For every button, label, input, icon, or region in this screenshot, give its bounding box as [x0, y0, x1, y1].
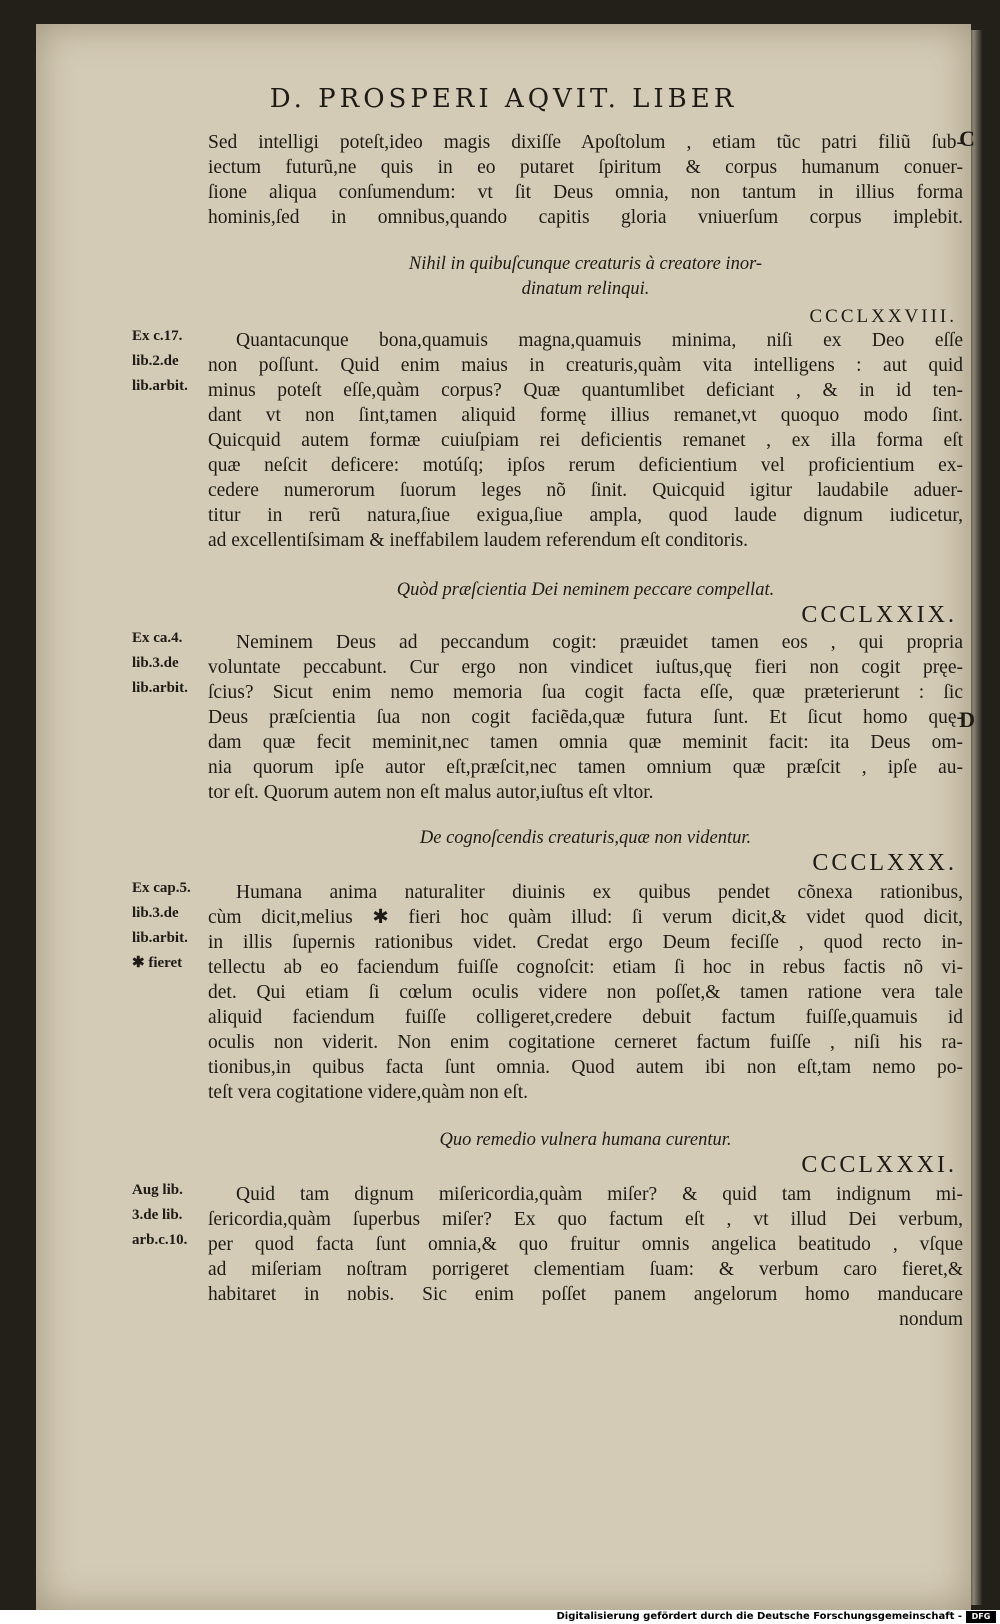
text-line: teſt vera cogitatione videre,quàm non eſt. — [208, 1082, 529, 1103]
heading-line: dinatum relinqui. — [521, 279, 650, 299]
text-line: habitaret in nobis. Sic enim poſſet panem angelorum homo manducare — [208, 1284, 963, 1305]
text-line: cùm dicit,melius ✱ fieri hoc quàm illud: ſi verum dicit,& videt quod dicit, — [208, 907, 963, 928]
intro-paragraph — [208, 130, 963, 230]
margin-note-line: ✱ fieret — [132, 955, 183, 971]
section-380-heading — [208, 826, 963, 851]
text-line: cedere numerorum ſuorum leges nõ ſinit. Quicquid igitur laudabile aduer- — [208, 480, 963, 501]
running-head: D. PROSPERI AQVIT. LIBER — [269, 84, 738, 114]
text-line: tionibus,in quibus facta ſunt omnia. Quod autem ibi non eſt,tam nemo po- — [208, 1057, 963, 1078]
section-381-numeral: CCCLXXXI. — [801, 1152, 957, 1178]
text-line: Neminem Deus ad peccandum cogit: præuidet tamen eos , qui propria — [236, 632, 963, 653]
text-line: in illis ſupernis rationibus videt. Credat ergo Deum feciſſe , quod recto in- — [208, 932, 963, 953]
catchword: nondum — [899, 1309, 963, 1330]
margin-note-line: lib.2.de — [132, 353, 179, 369]
text-line: titur in rerũ natura,ſiue exigua,ſiue ampla, quod laude dignum iudicetur, — [208, 505, 963, 526]
text-line: det. Qui etiam ſi cœlum oculis videre non poſſet,& tamen ratione vera tale — [208, 982, 963, 1003]
side-letter-c: C — [959, 126, 975, 151]
margin-note-line: lib.3.de — [132, 655, 179, 671]
text-line: voluntate peccabunt. Cur ergo non vindicet iuſtus,quę fieri non cogit pręe- — [208, 657, 963, 678]
heading-line: Quo remedio vulnera humana curentur. — [439, 1130, 732, 1150]
text-line: hominis,ſed in omnibus,quando capitis gloria vniuerſum corpus implebit. — [208, 207, 963, 228]
section-379-heading — [208, 578, 963, 603]
text-line: dam quæ fecit meminit,nec tamen omnia quæ meminit facit: ita Deus om- — [208, 732, 963, 753]
text-line: tellectu ab eo faciendum fuiſſe cognoſcit: etiam ſi hoc in rebus factis nõ vi- — [208, 957, 963, 978]
section-378-heading — [208, 252, 963, 302]
margin-note-line: Ex c.17. — [132, 328, 183, 344]
section-380-numeral: CCCLXXX. — [812, 850, 957, 876]
text-line: Quicquid autem formæ cuiuſpiam rei deficientis remanet , ex illa forma eſt — [208, 430, 963, 451]
book-page — [36, 24, 975, 1610]
text-line: dant vt non ſint,tamen aliquid formę illius remanet,vt quoquo modo ſint. — [208, 405, 963, 426]
text-line: ſcius? Sicut enim nemo memoria ſua cogit facta eſſe, quæ præterierunt : ſic — [208, 682, 963, 703]
text-line: ad miſeriam noſtram porrigeret clementiam ſuam: & verbum caro fieret,& — [208, 1259, 963, 1280]
section-378-numeral: CCCLXXVIII. — [809, 306, 957, 327]
text-line: non poſſunt. Quid enim maius in creaturis,quàm vita intelligens : aut quid — [208, 355, 963, 376]
margin-note-line: arb.c.10. — [132, 1232, 188, 1248]
digitization-credit: Digitalisierung gefördert durch die Deutsche Forschungsgemeinschaft - — [556, 1611, 962, 1622]
margin-note-line: lib.arbit. — [132, 680, 188, 696]
text-line: ſericordia,quàm ſuperbus miſer? Ex quo factum eſt , vt illud Dei verbum, — [208, 1209, 963, 1230]
margin-note-line: Aug lib. — [132, 1182, 183, 1198]
text-line: tor eſt. Quorum autem non eſt malus autor,iuſtus eſt vltor. — [208, 782, 654, 803]
section-378-text — [208, 328, 963, 553]
heading-line: De cognoſcendis creaturis,quæ non videntur. — [419, 828, 752, 848]
margin-note-line: lib.3.de — [132, 905, 179, 921]
margin-note-line: 3.de lib. — [132, 1207, 183, 1223]
margin-note-line: lib.arbit. — [132, 378, 188, 394]
section-380-text — [208, 880, 963, 1105]
dfg-logo-icon: DFG — [966, 1611, 996, 1623]
section-381-text — [208, 1182, 963, 1332]
side-letter-d: D — [959, 707, 975, 732]
section-381-heading — [208, 1128, 963, 1153]
text-line: aliquid faciendum fuiſſe colligeret,credere debuit factum fuiſſe,quamuis id — [208, 1007, 963, 1028]
section-379-numeral: CCCLXXIX. — [801, 602, 957, 628]
margin-note-line: lib.arbit. — [132, 930, 188, 946]
text-line: nia quorum ipſe autor eſt,præſcit,nec tamen omnium quæ præſcit , ipſe au- — [208, 757, 963, 778]
text-line: Humana anima naturaliter diuinis ex quibus pendet cõnexa rationibus, — [236, 882, 963, 903]
heading-line: Nihil in quibuſcunque creaturis à creatore inor- — [408, 254, 763, 274]
heading-line: Quòd præſcientia Dei neminem peccare compellat. — [396, 580, 775, 600]
text-line: Quantacunque bona,quamuis magna,quamuis minima, niſi ex Deo eſſe — [236, 330, 963, 351]
margin-note-line: Ex ca.4. — [132, 630, 183, 646]
text-line: quæ neſcit deficere: motúſq; ipſos rerum deficientium vel proficientium ex- — [208, 455, 963, 476]
text-line: Quid tam dignum miſericordia,quàm miſer? & quid tam indignum mi- — [236, 1184, 963, 1205]
text-line: Deus præſcientia ſua non cogit faciẽda,quæ futura ſunt. Et ſicut homo quę- — [208, 707, 963, 728]
margin-note-line: Ex cap.5. — [132, 880, 191, 896]
text-line: iectum futurũ,ne quis in eo putaret ſpiritum & corpus humanum conuer- — [208, 157, 963, 178]
section-379-text — [208, 630, 963, 805]
text-line: ſione aliqua conſumendum: vt ſit Deus omnia, non tantum in illius forma — [208, 182, 963, 203]
text-line: oculis non viderit. Non enim cogitatione cerneret factum fuiſſe , niſi his ra- — [208, 1032, 963, 1053]
text-line: minus poteſt eſſe,quàm corpus? Quæ quantumlibet deficiant , & in id ten- — [208, 380, 963, 401]
text-line: ad excellentiſsimam & ineffabilem laudem referendum eſt conditoris. — [208, 530, 749, 551]
text-line: Sed intelligi poteſt,ideo magis dixiſſe Apoſtolum , etiam tũc patri filiũ ſub- — [208, 132, 963, 153]
text-line: per quod facta ſunt omnia,& quo fruitur omnis angelica beatitudo , vſque — [208, 1234, 963, 1255]
